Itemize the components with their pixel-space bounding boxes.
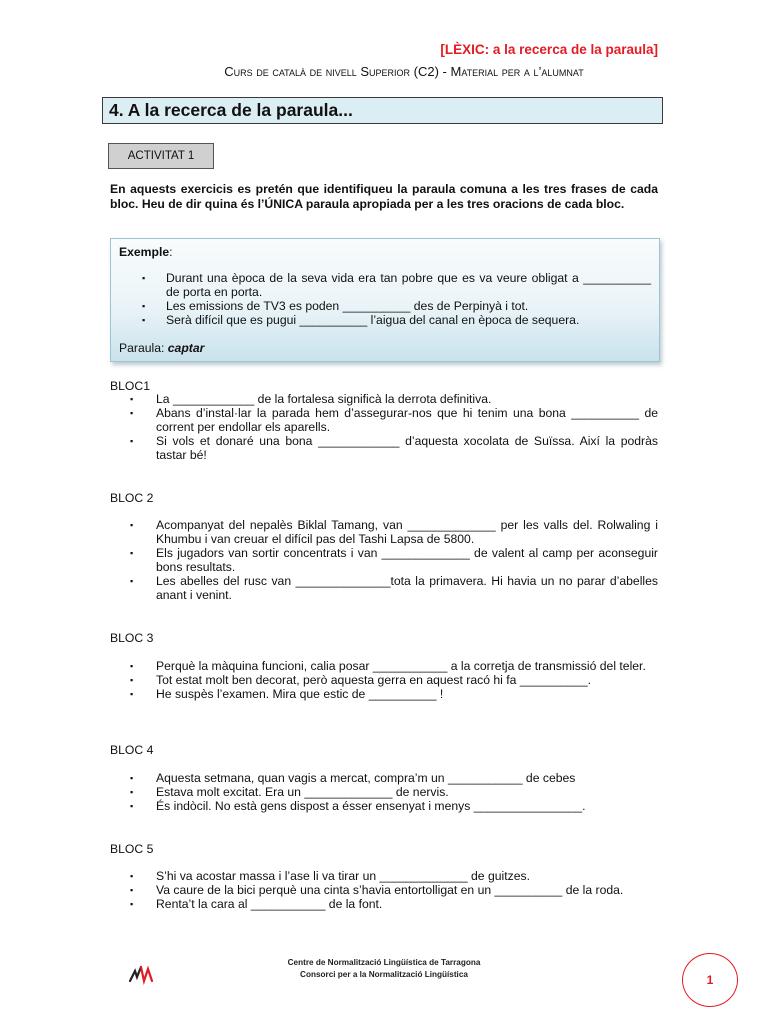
list-item: ▪ Renta’t la cara al ___________ de la font.: [110, 897, 658, 911]
page-title: 4. A la recerca de la paraula...: [102, 97, 663, 124]
list-item: ▪ Serà difícil que es pugui __________ l’aigua del canal en època de sequera.: [119, 313, 651, 327]
list-item: ▪ Els jugadors van sortir concentrats i van _____________ de valent al camp per aconseguir bons resultats.: [110, 546, 658, 574]
example-word: Paraula: captar: [119, 341, 205, 355]
activity-label: ACTIVITAT 1: [108, 143, 214, 169]
bloc-title: BLOC 2: [110, 491, 154, 505]
bloc-5: [110, 869, 658, 911]
example-heading: Exemple:: [119, 245, 173, 259]
list-item: ▪ He suspès l’examen. Mira que estic de __________ !: [110, 687, 658, 701]
example-box: [110, 238, 660, 362]
list-item: ▪ Estava molt excitat. Era un _____________ de nervis.: [110, 785, 658, 799]
list-item: ▪ Les emissions de TV3 es poden __________ des de Perpinyà i tot.: [119, 299, 651, 313]
bloc-title: BLOC 5: [110, 842, 154, 856]
list-item: ▪ Perquè la màquina funcioni, calia posar ___________ a la corretja de transmissió del teler.: [110, 659, 658, 673]
bloc-2: [110, 518, 658, 602]
example-list: [119, 271, 651, 327]
section-tag: [LÈXIC: a la recerca de la paraula]: [440, 42, 658, 57]
list-item: ▪ S’hi va acostar massa i l’ase li va tirar un _____________ de guitzes.: [110, 869, 658, 883]
page-number: 1: [682, 953, 738, 1007]
list-item: ▪ Durant una època de la seva vida era tan pobre que es va veure obligat a __________ de porta en porta.: [119, 271, 651, 299]
list-item: ▪ Abans d’instal·lar la parada hem d’assegurar-nos que hi tenim una bona __________ de corrent per endollar els aparells.: [110, 406, 658, 434]
list-item: ▪ Acompanyat del nepalès Biklal Tamang, van _____________ per les valls del. Rolwaling i Khumbu i van creuar el difícil pas del Tashi Lapsa de 5800.: [110, 518, 658, 546]
bloc-title: BLOC1: [110, 379, 150, 393]
bloc-4: [110, 771, 658, 813]
list-item: ▪ Si vols et donaré una bona ____________ d’aquesta xocolata de Suïssa. Així la podràs tastar bé!: [110, 434, 658, 462]
list-item: ▪ Les abelles del rusc van ______________tota la primavera. Hi havia un no parar d’abelles anant i venint.: [110, 574, 658, 602]
footer: Centre de Normalització Lingüística de Tarragona Consorci per a la Normalització Lingüística: [287, 958, 481, 979]
list-item: ▪ Va caure de la bici perquè una cinta s’havia entortolligat en un __________ de la roda.: [110, 883, 658, 897]
course-subtitle: Curs de català de nivell Superior (C2) - Material per a l’alumnat: [224, 64, 584, 79]
bloc-3: [110, 659, 658, 701]
bloc-1: [110, 392, 658, 462]
bloc-title: BLOC 4: [110, 743, 154, 757]
list-item: ▪ És indòcil. No està gens dispost a ésser ensenyat i menys ________________.: [110, 799, 658, 813]
instructions: En aquests exercicis es pretén que identifiqueu la paraula comuna a les tres frases de cada bloc. Heu de dir quina és l’ÚNICA paraula apropiada per a les tres oracions de cada bloc.: [110, 182, 658, 211]
bloc-title: BLOC 3: [110, 631, 154, 645]
list-item: ▪ Tot estat molt ben decorat, però aquesta gerra en aquest racó hi fa __________.: [110, 673, 658, 687]
list-item: ▪ Aquesta setmana, quan vagis a mercat, compra’m un ___________ de cebes: [110, 771, 658, 785]
list-item: ▪ La ____________ de la fortalesa significà la derrota definitiva.: [110, 392, 658, 406]
